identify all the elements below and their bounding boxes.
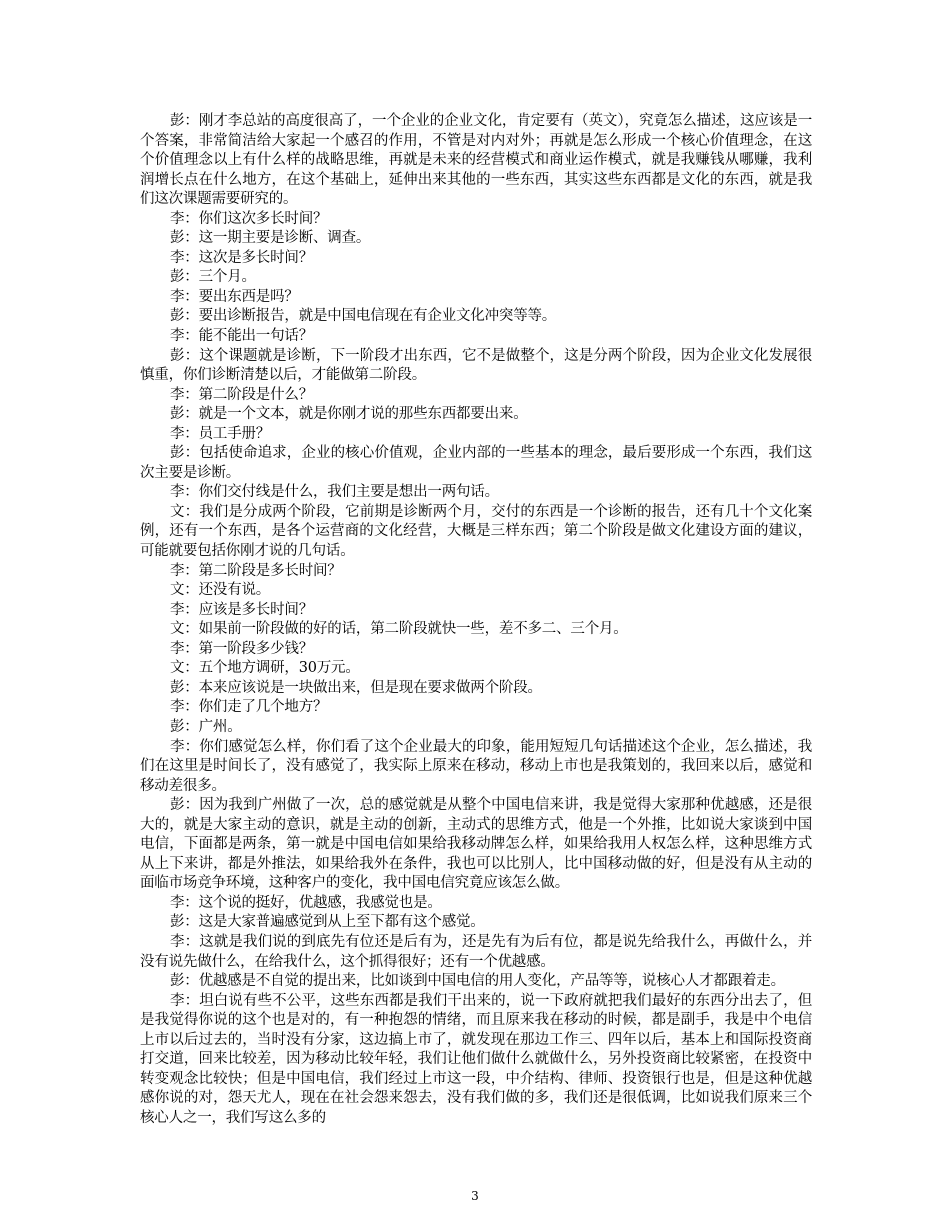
paragraph: 李：你们这次多长时间？: [170, 210, 328, 227]
paragraph: 李：第一阶段多少钱？: [170, 640, 313, 657]
paragraph: 李：第二阶段是什么？: [170, 386, 313, 403]
paragraph: 李：这就是我们说的到底先有位还是后有为，还是先有为后有位，都是说先给我什么，再做什么，并没有说先做什么，在给我什么，这个抓得很好；还有一个优越感。: [140, 933, 812, 970]
paragraph: 李：坦白说有些不公平，这些东西都是我们干出来的，说一下政府就把我们最好的东西分出去了，但是我觉得你说的这个也是对的，有一种抱怨的情绪，而且原来我在移动的时候，都是副手，我是中个电信上市以后过去的，当时没有分家，这边搞上市了，就发现在那边工作三、四年以后，基本上和国际投资商打交道，回来比较差，因为移动比较年轻，我们让他们做什么就做什么，另外投资商比较紧密，在投资中转变观念比较快；但是中国电信，我们经过上市这一段，中介结构、律师、投资银行也是，但是这种优越感你说的对，怨天尤人，现在在社会怨来怨去，没有我们做的多，我们还是很低调，比如说我们原来三个核心人之一，我们写这么多的: [140, 992, 812, 1126]
paragraph: 文：如果前一阶段做的好的话，第二阶段就快一些，差不多二、三个月。: [170, 621, 628, 638]
paragraph: 李：你们感觉怎么样，你们看了这个企业最大的印象，能用短短几句话描述这个企业，怎么描述，我们在这里是时间长了，没有感觉了，我实际上原来在移动，移动上市也是我策划的，我回来以后，感觉和移动差很多。: [140, 738, 812, 794]
paragraph: 李：你们交付线是什么，我们主要是想出一两句话。: [170, 484, 499, 501]
paragraph: 李：第二阶段是多长时间？: [170, 562, 342, 579]
paragraph: 文：五个地方调研，30万元。: [170, 660, 360, 677]
paragraph: 彭：三个月。: [170, 269, 256, 286]
paragraph: 彭：这一期主要是诊断、调查。: [170, 230, 371, 247]
paragraph: 李：员工手册？: [170, 425, 271, 442]
paragraph: 李：能不能出一句话？: [170, 328, 313, 345]
paragraph: 彭：优越感是不自觉的提出来，比如谈到中国电信的用人变化，产品等等，说核心人才都跟着走。: [170, 973, 785, 990]
paragraph: 李：要出东西是吗？: [170, 288, 299, 305]
paragraph: 文：还没有说。: [170, 582, 271, 599]
paragraph: 彭：广州。: [170, 718, 242, 735]
paragraph: 彭：这个课题就是诊断，下一阶段才出东西，它不是做整个，这是分两个阶段，因为企业文化发展很慎重，你们诊断清楚以后，才能做第二阶段。: [140, 347, 812, 384]
paragraph: 李：应该是多长时间？: [170, 601, 313, 618]
paragraph: 李：这次是多长时间？: [170, 249, 313, 266]
paragraph: 彭：包括使命追求，企业的核心价值观，企业内部的一些基本的理念，最后要形成一个东西，我们这次主要是诊断。: [140, 445, 812, 481]
paragraph: 文：我们是分成两个阶段，它前期是诊断两个月，交付的东西是一个诊断的报告，还有几十个文化案例，还有一个东西，是各个运营商的文化经营，大概是三样东西；第二个阶段是做文化建设方面的建议，可能就要包括你刚才说的几句话。: [140, 503, 812, 560]
paragraph: 彭：要出诊断报告，就是中国电信现在有企业文化冲突等等。: [170, 308, 557, 325]
paragraph: 李：这个说的挺好，优越感，我感觉也是。: [170, 894, 442, 911]
paragraph: 李：你们走了几个地方？: [170, 699, 328, 716]
document-body: [140, 112, 812, 1128]
paragraph: 彭：因为我到广州做了一次，总的感觉就是从整个中国电信来讲，我是觉得大家那种优越感，还是很大的，就是大家主动的意识，就是主动的创新，主动式的思维方式，他是一个外推，比如说大家谈到中国电信，下面都是两条，第一就是中国电信如果给我移动牌怎么样，如果给我用人权怎么样，这种思维方式从上下来讲，都是外推法，如果给我外在条件，我也可以比别人，比中国移动做的好，但是没有从主动的面临市场竞争环境，这种客户的变化，我中国电信究竟应该怎么做。: [140, 797, 812, 892]
page-number: 3: [471, 1189, 479, 1203]
paragraph: 彭：本来应该说是一块做出来，但是现在要求做两个阶段。: [170, 679, 542, 696]
paragraph: 彭：刚才李总站的高度很高了，一个企业的企业文化，肯定要有（英文），究竟怎么描述，这应该是一个答案，非常简洁给大家起一个感召的作用，不管是对内对外；再就是怎么形成一个核心价值理念，在这个价值理念以上有什么样的战略思维，再就是未来的经营模式和商业运作模式，就是我赚钱从哪赚，我利润增长点在什么地方，在这个基础上，延伸出来其他的一些东西，其实这些东西都是文化的东西，就是我们这次课题需要研究的。: [140, 113, 812, 208]
paragraph: 彭：这是大家普遍感觉到从上至下都有这个感觉。: [170, 914, 485, 931]
paragraph: 彭：就是一个文本，就是你刚才说的那些东西都要出来。: [170, 406, 528, 423]
